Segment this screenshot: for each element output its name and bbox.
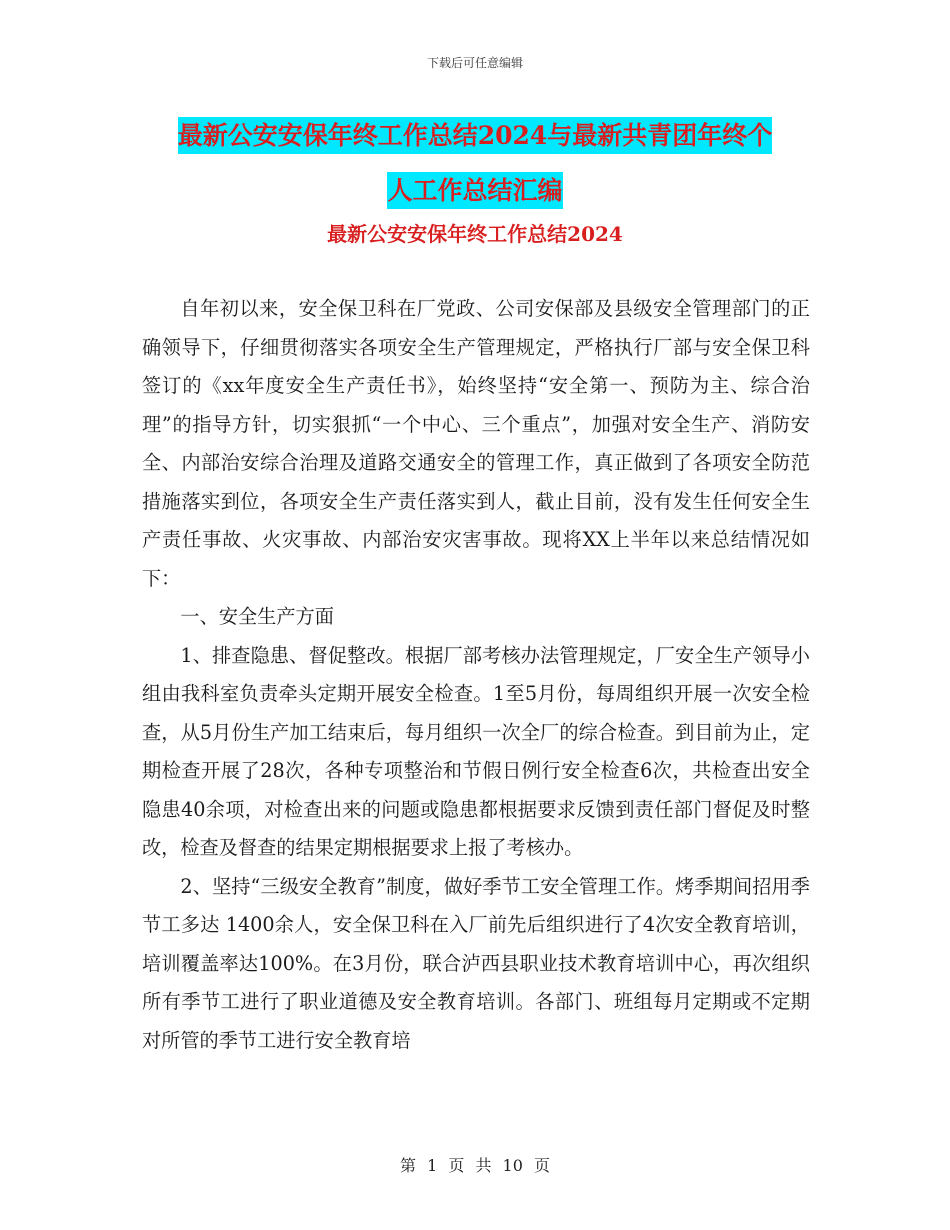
paragraph: 2、坚持“三级安全教育”制度，做好季节工安全管理工作。烤季期间招用季节工多达 1400余人，安全保卫科在入厂前先后组织进行了4次安全教育培训，培训覆盖率达100%。在3月份，联合泸西县职业技术教育培训中心，再次组织所有季节工进行了职业道德及安全教育培训。各部门、班组每月定期或不定期对所管的季节工进行安全教育培 bbox=[142, 874, 810, 1052]
header-note: 下载后可任意编辑 bbox=[426, 56, 523, 70]
paragraph: 自年初以来，安全保卫科在厂党政、公司安保部及县级安全管理部门的正确领导下，仔细贯彻落实各项安全生产管理规定，严格执行厂部与安全保卫科签订的《xx年度安全生产责任书》，始终坚持“安全第一、预防为主、综合治理”的指导方针，切实狠抓“一个中心、三个重点”，加强对安全生产、消防安全、内部治安综合治理及道路交通安全的管理工作，真正做到了各项安全防范措施落实到位，各项安全生产责任落实到人，截止目前，没有发生任何安全生产责任事故、火灾事故、内部治安灾害事故。现将XX上半年以来总结情况如下： bbox=[142, 297, 810, 590]
page-number: 第 1 页 共 10 页 bbox=[400, 1156, 550, 1175]
title-line-2: 人工作总结汇编 bbox=[387, 172, 562, 209]
paragraph: 一、安全生产方面 bbox=[180, 605, 334, 628]
title-line-1: 最新公安安保年终工作总结2024与最新共青团年终个 bbox=[178, 117, 773, 154]
section-title: 最新公安安保年终工作总结2024 bbox=[327, 222, 623, 246]
paragraph: 1、排查隐患、督促整改。根据厂部考核办法管理规定，厂安全生产领导小组由我科室负责牵头定期开展安全检查。1至5月份，每周组织开展一次安全检查，从5月份生产加工结束后，每月组织一次全厂的综合检查。到目前为止，定期检查开展了28次，各种专项整治和节假日例行安全检查6次，共检查出安全隐患40余项，对检查出来的问题或隐患都根据要求反馈到责任部门督促及时整改，检查及督查的结果定期根据要求上报了考核办。 bbox=[142, 643, 810, 859]
document-body bbox=[142, 290, 810, 1060]
document-title bbox=[0, 108, 950, 218]
